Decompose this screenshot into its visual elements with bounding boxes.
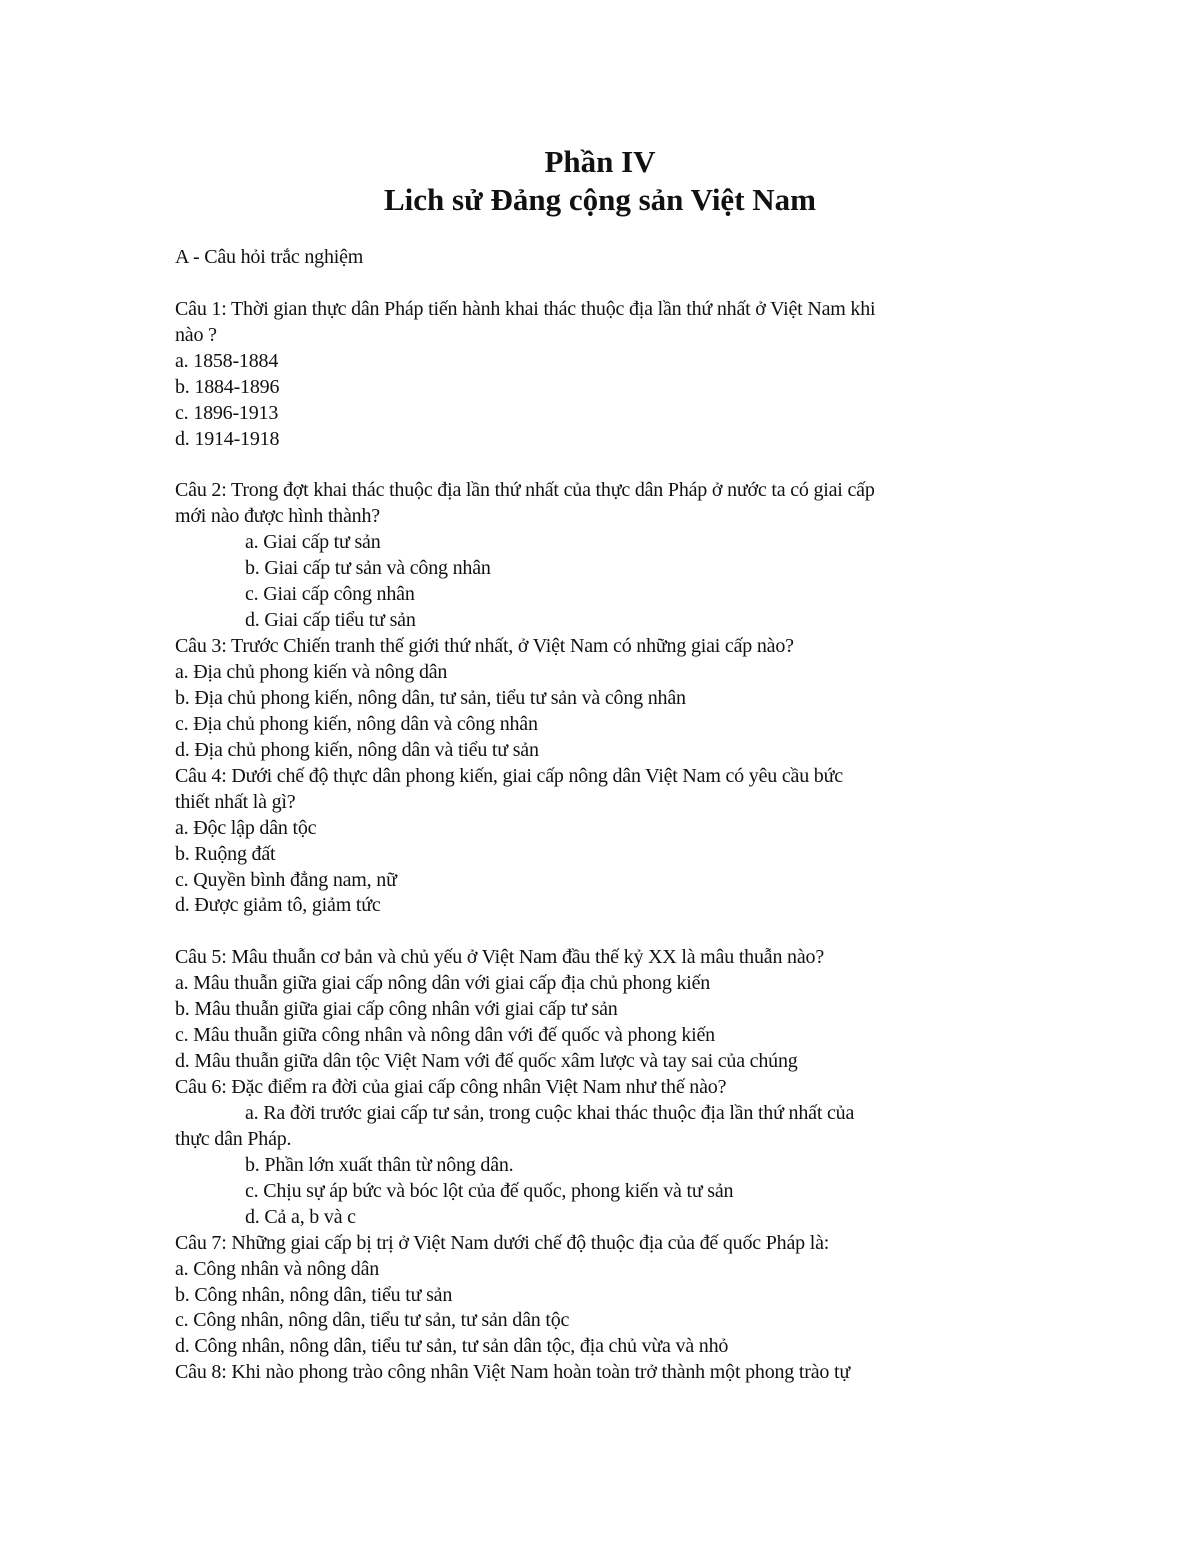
question-5-option-a: a. Mâu thuẫn giữa giai cấp nông dân với giai cấp địa chủ phong kiến <box>175 972 711 995</box>
question-2-option-b: b. Giai cấp tư sản và công nhân <box>245 557 491 580</box>
question-4-text-cont: thiết nhất là gì? <box>175 790 296 813</box>
question-7-option-d: d. Công nhân, nông dân, tiểu tư sản, tư sản dân tộc, địa chủ vừa và nhỏ <box>175 1335 729 1358</box>
question-4-option-a: a. Độc lập dân tộc <box>175 816 317 839</box>
question-1-text-cont: nào ? <box>175 323 217 346</box>
question-3-option-c: c. Địa chủ phong kiến, nông dân và công nhân <box>175 712 538 735</box>
question-6-option-c: c. Chịu sự áp bức và bóc lột của đế quốc, phong kiến và tư sản <box>245 1179 734 1202</box>
question-2-text-cont: mới nào được hình thành? <box>175 505 380 528</box>
question-8-text: Câu 8: Khi nào phong trào công nhân Việt Nam hoàn toàn trở thành một phong trào tự <box>175 1361 850 1384</box>
question-4-option-c: c. Quyền bình đẳng nam, nữ <box>175 868 397 891</box>
question-2-option-d: d. Giai cấp tiểu tư sản <box>245 609 416 632</box>
section-heading: A - Câu hỏi trắc nghiệm <box>175 246 364 268</box>
question-1-option-c: c. 1896-1913 <box>175 401 279 424</box>
question-4-option-b: b. Ruộng đất <box>175 842 276 865</box>
question-4-option-d: d. Được giảm tô, giảm tức <box>175 894 381 917</box>
question-7-text: Câu 7: Những giai cấp bị trị ở Việt Nam dưới chế độ thuộc địa của đế quốc Pháp là: <box>175 1231 830 1254</box>
question-7-option-b: b. Công nhân, nông dân, tiểu tư sản <box>175 1283 453 1306</box>
question-5-option-d: d. Mâu thuẫn giữa dân tộc Việt Nam với đế quốc xâm lược và tay sai của chúng <box>175 1050 798 1073</box>
question-3-option-b: b. Địa chủ phong kiến, nông dân, tư sản, tiểu tư sản và công nhân <box>175 686 686 709</box>
question-1-option-d: d. 1914-1918 <box>175 427 280 450</box>
question-3-option-d: d. Địa chủ phong kiến, nông dân và tiểu tư sản <box>175 738 539 761</box>
question-6-option-b: b. Phần lớn xuất thân từ nông dân. <box>245 1153 514 1176</box>
question-1-option-a: a. 1858-1884 <box>175 349 279 372</box>
question-5-option-b: b. Mâu thuẫn giữa giai cấp công nhân với giai cấp tư sản <box>175 998 618 1021</box>
spacer <box>175 453 1055 479</box>
question-3-option-a: a. Địa chủ phong kiến và nông dân <box>175 661 448 683</box>
question-4-text: Câu 4: Dưới chế độ thực dân phong kiến, giai cấp nông dân Việt Nam có yêu cầu bức <box>175 764 843 787</box>
question-5-text: Câu 5: Mâu thuẫn cơ bản và chủ yếu ở Việt Nam đầu thế kỷ XX là mâu thuẫn nào? <box>175 946 825 969</box>
question-7-option-a: a. Công nhân và nông dân <box>175 1257 380 1280</box>
question-5-option-c: c. Mâu thuẫn giữa công nhân và nông dân với đế quốc và phong kiến <box>175 1024 715 1047</box>
question-7-option-c: c. Công nhân, nông dân, tiểu tư sản, tư sản dân tộc <box>175 1309 570 1332</box>
page-title: Phần IV <box>544 144 656 179</box>
spacer <box>175 919 1055 945</box>
question-2-option-c: c. Giai cấp công nhân <box>245 583 415 606</box>
question-3-text: Câu 3: Trước Chiến tranh thế giới thứ nhất, ở Việt Nam có những giai cấp nào? <box>175 635 794 658</box>
page-subtitle: Lich sử Đảng cộng sản Việt Nam <box>384 182 816 217</box>
question-2-option-a: a. Giai cấp tư sản <box>245 531 381 554</box>
document-body <box>175 245 1055 1386</box>
question-1-text: Câu 1: Thời gian thực dân Pháp tiến hành khai thác thuộc địa lần thứ nhất ở Việt Nam khi <box>175 297 876 320</box>
question-6-option-d: d. Cả a, b và c <box>245 1205 356 1228</box>
question-6-option-a-cont: thực dân Pháp. <box>175 1127 292 1150</box>
question-2-text: Câu 2: Trong đợt khai thác thuộc địa lần thứ nhất của thực dân Pháp ở nước ta có giai cấp <box>175 479 875 502</box>
question-6-option-a: a. Ra đời trước giai cấp tư sản, trong cuộc khai thác thuộc địa lần thứ nhất của <box>245 1101 855 1124</box>
question-1-option-b: b. 1884-1896 <box>175 375 280 398</box>
question-6-text: Câu 6: Đặc điểm ra đời của giai cấp công nhân Việt Nam như thế nào? <box>175 1076 727 1098</box>
spacer <box>175 271 1055 297</box>
